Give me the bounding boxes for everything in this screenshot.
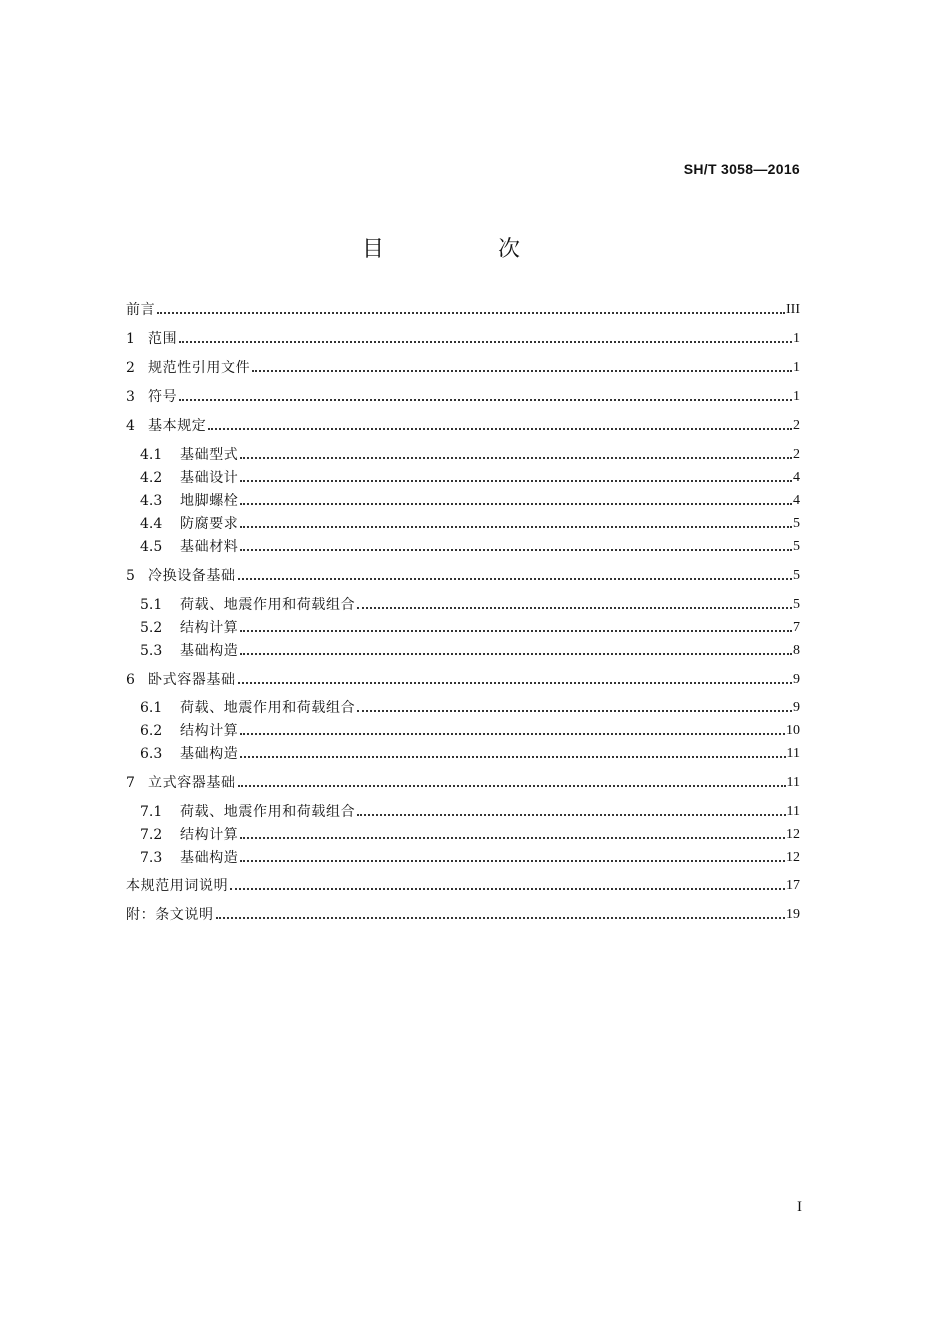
toc-label: 冷换设备基础 [148, 568, 236, 584]
toc-entry-4-1[interactable] [140, 445, 800, 465]
dot-leader [240, 457, 792, 459]
dot-leader [157, 312, 785, 314]
toc-number: 6.1 [140, 700, 163, 716]
toc-label: 规范性引用文件 [148, 360, 251, 376]
toc-label: 基础构造 [180, 850, 239, 866]
dot-leader [230, 888, 785, 890]
toc-number: 4.3 [140, 493, 163, 509]
dot-leader [240, 549, 792, 551]
dot-leader [179, 399, 792, 401]
toc-number: 7 [126, 775, 135, 791]
toc-entry-2[interactable] [126, 358, 800, 378]
toc-entry-5-3[interactable] [140, 641, 800, 661]
toc-entry-6-3[interactable] [140, 744, 800, 764]
toc-page: 2 [793, 447, 800, 462]
toc-page: 11 [786, 804, 800, 819]
toc-page: 11 [786, 775, 800, 790]
toc-page: 5 [793, 597, 800, 612]
toc-entry-7-1[interactable] [140, 802, 800, 822]
toc-entry-5-1[interactable] [140, 595, 800, 615]
toc-page: III [786, 302, 800, 317]
toc-entry-4-2[interactable] [140, 468, 800, 488]
toc-number: 4.4 [140, 516, 163, 532]
dot-leader [216, 917, 785, 919]
toc-page: 5 [793, 539, 800, 554]
toc-entry-5-2[interactable] [140, 618, 800, 638]
dot-leader [240, 526, 792, 528]
toc-label: 附：条文说明 [126, 907, 214, 923]
toc-entry-7[interactable] [126, 773, 800, 793]
toc-entry-1[interactable] [126, 329, 800, 349]
toc-label: 基础设计 [180, 470, 239, 486]
dot-leader [240, 860, 785, 862]
toc-page: 1 [793, 331, 800, 346]
toc-entry-6-2[interactable] [140, 721, 800, 741]
toc-number: 5.1 [140, 597, 163, 613]
dot-leader [238, 682, 792, 684]
toc-label: 防腐要求 [180, 516, 239, 532]
toc-entry-5[interactable] [126, 566, 800, 586]
toc-title: 目 次 [361, 237, 566, 262]
toc-page: 7 [793, 620, 800, 635]
toc-entry-7-3[interactable] [140, 848, 800, 868]
dot-leader [240, 756, 785, 758]
toc-page: 1 [793, 360, 800, 375]
toc-number: 3 [126, 389, 135, 405]
dot-leader [240, 733, 785, 735]
toc-number: 4 [126, 418, 135, 434]
toc-entry-appendix[interactable] [126, 905, 800, 925]
toc-label: 基本规定 [148, 418, 207, 434]
toc-label: 基础型式 [180, 447, 239, 463]
toc-page: 12 [786, 827, 800, 842]
dot-leader [252, 370, 792, 372]
toc-entry-foreword[interactable] [126, 300, 800, 320]
toc-page: 10 [786, 723, 800, 738]
toc-page: 12 [786, 850, 800, 865]
dot-leader [238, 785, 786, 787]
toc-page: 17 [786, 878, 800, 893]
toc-page: 19 [786, 907, 800, 922]
toc-label: 立式容器基础 [148, 775, 236, 791]
toc-page: 9 [793, 700, 800, 715]
toc-label: 荷载、地震作用和荷载组合 [180, 700, 356, 716]
toc-entry-4-5[interactable] [140, 537, 800, 557]
toc-label: 荷载、地震作用和荷载组合 [180, 804, 356, 820]
toc-number: 2 [126, 360, 135, 376]
toc-number: 6.3 [140, 746, 163, 762]
dot-leader [208, 428, 792, 430]
dot-leader [179, 341, 792, 343]
toc-entry-6[interactable] [126, 670, 800, 690]
toc-number: 5 [126, 568, 135, 584]
toc-label: 基础材料 [180, 539, 239, 555]
toc-page: 1 [793, 389, 800, 404]
toc-entry-4[interactable] [126, 416, 800, 436]
toc-page: 5 [793, 568, 800, 583]
dot-leader [238, 578, 792, 580]
toc-number: 5.3 [140, 643, 163, 659]
toc-page: 8 [793, 643, 800, 658]
toc-number: 7.1 [140, 804, 163, 820]
toc-entry-3[interactable] [126, 387, 800, 407]
dot-leader [240, 630, 792, 632]
toc-page: 4 [793, 470, 800, 485]
toc-entry-4-4[interactable] [140, 514, 800, 534]
dot-leader [357, 814, 785, 816]
standard-code: SH/T 3058—2016 [683, 161, 800, 177]
dot-leader [240, 653, 792, 655]
toc-page: 11 [786, 746, 800, 761]
toc-label: 结构计算 [180, 827, 239, 843]
toc-page: 9 [793, 672, 800, 687]
toc-number: 4.2 [140, 470, 163, 486]
toc-entry-4-3[interactable] [140, 491, 800, 511]
toc-number: 4.1 [140, 447, 163, 463]
toc-page: 4 [793, 493, 800, 508]
toc-number: 5.2 [140, 620, 163, 636]
dot-leader [357, 710, 792, 712]
dot-leader [240, 480, 792, 482]
dot-leader [240, 503, 792, 505]
toc-number: 7.3 [140, 850, 163, 866]
toc-number: 4.5 [140, 539, 163, 555]
toc-label: 本规范用词说明 [126, 878, 229, 894]
toc-label: 地脚螺栓 [180, 493, 239, 509]
toc-number: 1 [126, 331, 135, 347]
toc-label: 荷载、地震作用和荷载组合 [180, 597, 356, 613]
dot-leader [240, 837, 785, 839]
toc-page: 2 [793, 418, 800, 433]
toc-label: 符号 [148, 389, 178, 405]
toc-label: 卧式容器基础 [148, 672, 236, 688]
toc-entry-wording[interactable] [126, 876, 800, 896]
toc-number: 6.2 [140, 723, 163, 739]
toc-label: 结构计算 [180, 620, 239, 636]
toc-label: 基础构造 [180, 746, 239, 762]
toc-number: 6 [126, 672, 135, 688]
toc-label: 范围 [148, 331, 178, 347]
toc-label: 前言 [126, 302, 156, 318]
toc-label: 结构计算 [180, 723, 239, 739]
toc-entry-6-1[interactable] [140, 698, 800, 718]
dot-leader [357, 607, 792, 609]
toc-label: 基础构造 [180, 643, 239, 659]
toc-number: 7.2 [140, 827, 163, 843]
toc-entry-7-2[interactable] [140, 825, 800, 845]
page-number: I [797, 1199, 802, 1215]
toc-page: 5 [793, 516, 800, 531]
